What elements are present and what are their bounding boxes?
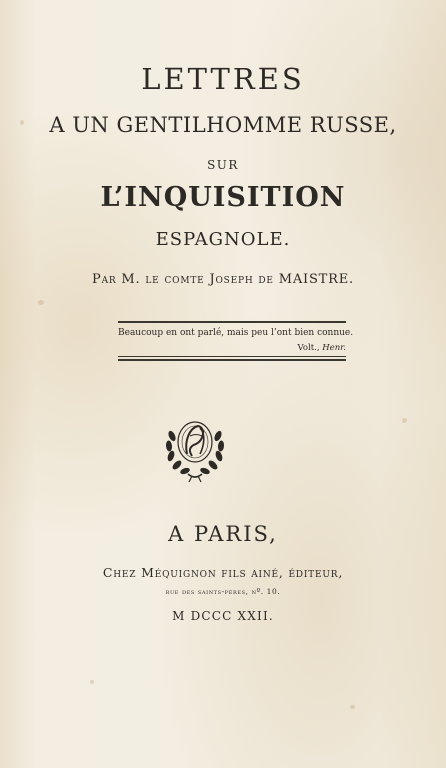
imprint-place: A PARIS, <box>168 522 278 546</box>
imprint-address: rue des saints-pères, nº. 10. <box>165 587 281 596</box>
title-gentilhomme: A UN GENTILHOMME RUSSE, <box>49 113 397 137</box>
author-line: Par M. le comte Joseph de MAISTRE. <box>92 272 354 287</box>
monogram-laurel-icon <box>160 410 230 485</box>
title-sur: SUR <box>207 158 239 172</box>
title-espagnole: ESPAGNOLE. <box>155 229 291 250</box>
epigraph-author: Volt., <box>297 343 320 353</box>
foxing-spot <box>402 418 407 423</box>
epigraph-quote: Beaucoup en ont parlé, mais peu l’ont bien connue. <box>118 328 354 338</box>
foxing-spot <box>350 705 355 709</box>
epigraph-source: Henr. <box>322 343 346 353</box>
title-lettres: LETTRES <box>141 62 305 96</box>
epigraph-rule-top <box>118 321 346 323</box>
title-inquisition: L’INQUISITION <box>100 182 346 213</box>
epigraph-attribution <box>298 343 346 353</box>
foxing-spot <box>38 300 44 305</box>
imprint-publisher: Chez Méquignon fils ainé, éditeur, <box>102 565 344 580</box>
foxing-spot <box>90 680 94 684</box>
imprint-year: M DCCC XXII. <box>172 609 274 623</box>
epigraph-rule-bottom <box>118 356 346 357</box>
epigraph-rule-bottom-thick <box>118 359 346 361</box>
